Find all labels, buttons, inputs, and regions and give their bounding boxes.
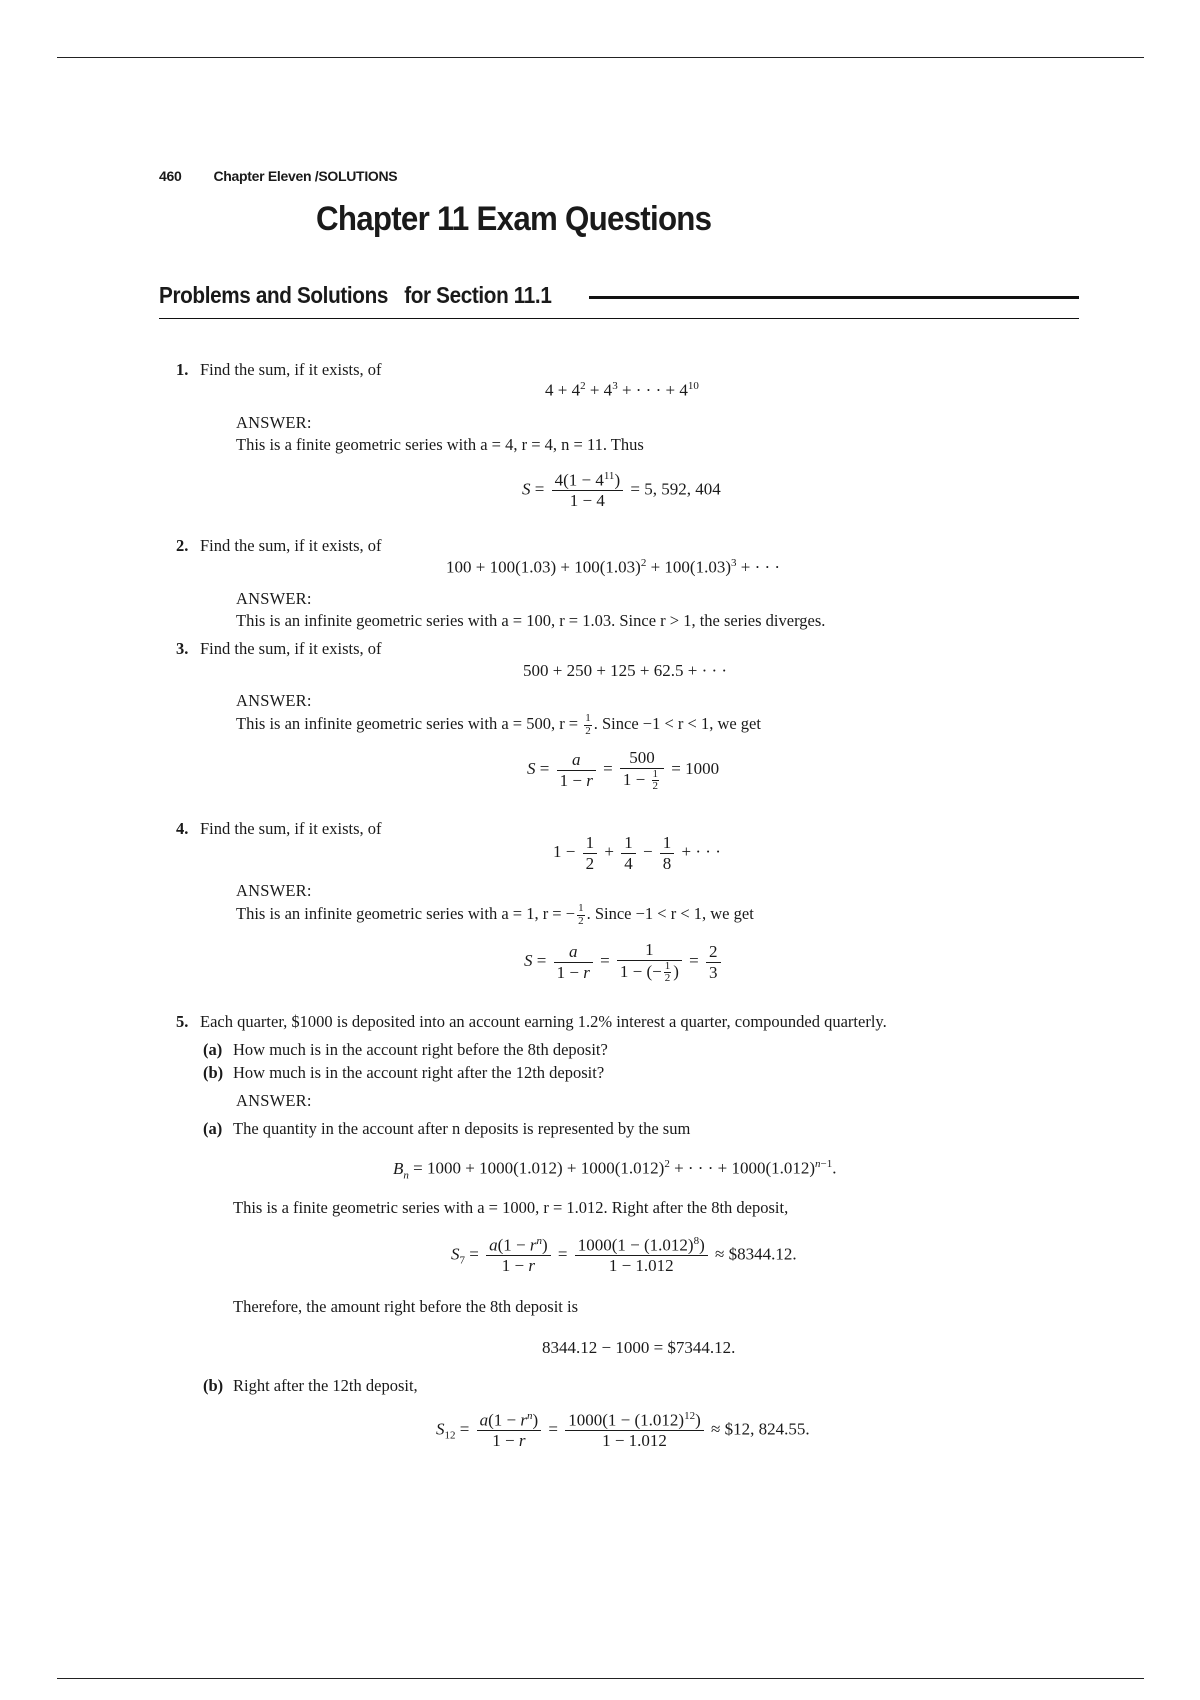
problem-1-sum-formula: S = $\frac{4(1 - 4^{11})}{1 - 4}$ = 5, 592, 404 [522,470,721,511]
running-header [159,168,397,184]
chapter-title: Chapter 11 Exam Questions [316,200,712,238]
problem-4-answer-label: ANSWER: [236,881,312,900]
section-title-part2: for Section 11.1 [404,282,552,308]
problem-2-answer-text: This is an infinite geometric series with a = 100, r = 1.03. Since r > 1, the series diverges. [236,611,826,630]
problem-5-answer-a-series-text: This is a finite geometric series with a = 1000, r = 1.012. Right after the 8th deposit, [233,1198,789,1217]
problem-4-prompt: 4. Find the sum, if it exists, of [176,819,382,838]
problem-1-answer-text: This is a finite geometric series with a = 4, r = 4, n = 11. Thus [236,435,644,454]
problem-4-sum-formula: S = $\frac{a}{1 - r}$ = 1 1 − (− $\frac{1}{2}$ ) = $\frac{2}{3}$ [524,940,724,985]
problem-4-answer-text: This is an infinite geometric series with a = 1, r = − $\frac{1}{2}$ . Since −1 < r < 1, we get [236,902,754,927]
running-title: Chapter Eleven /SOLUTIONS [213,168,398,184]
problem-3-answer-label: ANSWER: [236,691,312,710]
bottom-page-rule [57,1678,1144,1679]
problem-2-series: $100 + 100(1.03) + 100(1.03)^2 + 100(1.03)^3$ + · · · [446,557,781,577]
problem-2-answer-label: ANSWER: [236,589,312,608]
section-rule-thin [159,318,1079,319]
problem-1-prompt: 1. Find the sum, if it exists, of [176,360,382,379]
section-heading [159,282,1079,322]
problem-5-bn-series: $B_n = 1000 + 1000(1.012) + 1000(1.012)^2$ + · · · + $1000(1.012)^{n-1}$. [393,1158,837,1182]
problem-5-part-b-question: (b) How much is in the account right after the 12th deposit? [203,1063,605,1082]
problem-5-difference: 8344.12 − 1000 = $7344.12. [542,1338,736,1357]
problem-5-prompt: 5. Each quarter, $1000 is deposited into an account earning 1.2% interest a quarter, compounded quarterly. [176,1012,887,1031]
problem-3-answer-text: This is an infinite geometric series with a = 500, r = $\frac{1}{2}$ . Since −1 < r < 1, we get [236,712,761,737]
problem-1-series: $4 + 4^2 + 4^3$ + · · · + $4^{10}$ [545,380,699,400]
problem-2-prompt: 2. Find the sum, if it exists, of [176,536,382,555]
problem-5-part-a-question: (a) How much is in the account right before the 8th deposit? [203,1040,608,1059]
problem-5-s7-formula: $S_7$ = $\frac{a(1 - r^n)}{1 - r}$ = $\frac{1000(1 - (1.012)^8)}{1 - 1.012}$ ≈ $8344.12. [451,1235,797,1276]
problem-5-s12-formula: $S_{12}$ = $\frac{a(1 - r^n)}{1 - r}$ = $\frac{1000(1 - (1.012)^{12})}{1 - 1.012}$ ≈ $12, 824.55. [436,1410,810,1451]
section-title [159,282,551,309]
page-number: 460 [159,168,182,184]
section-rule-thick [589,296,1079,299]
problem-5-answer-b-text: (b) Right after the 12th deposit, [203,1376,418,1395]
problem-5-answer-a-text: (a) The quantity in the account after n deposits is represented by the sum [203,1119,691,1138]
problem-4-series: 1 − $\frac{1}{2}$ + $\frac{1}{4}$ − $\frac{1}{8}$ + · · · [553,833,721,873]
problem-3-series: 500 + 250 + 125 + 62.5 + · · · [523,661,728,680]
section-title-part1: Problems and Solutions [159,282,389,308]
problem-5-answer-label: ANSWER: [236,1091,312,1110]
top-page-rule [57,57,1144,58]
problem-1-answer-label: ANSWER: [236,413,312,432]
problem-3-sum-formula: S = $\frac{a}{1 - r}$ = 500 1 − $\frac{1}{2}$ = 1000 [527,748,720,793]
problem-5-therefore-text: Therefore, the amount right before the 8th deposit is [233,1297,579,1316]
problem-3-prompt: 3. Find the sum, if it exists, of [176,639,382,658]
